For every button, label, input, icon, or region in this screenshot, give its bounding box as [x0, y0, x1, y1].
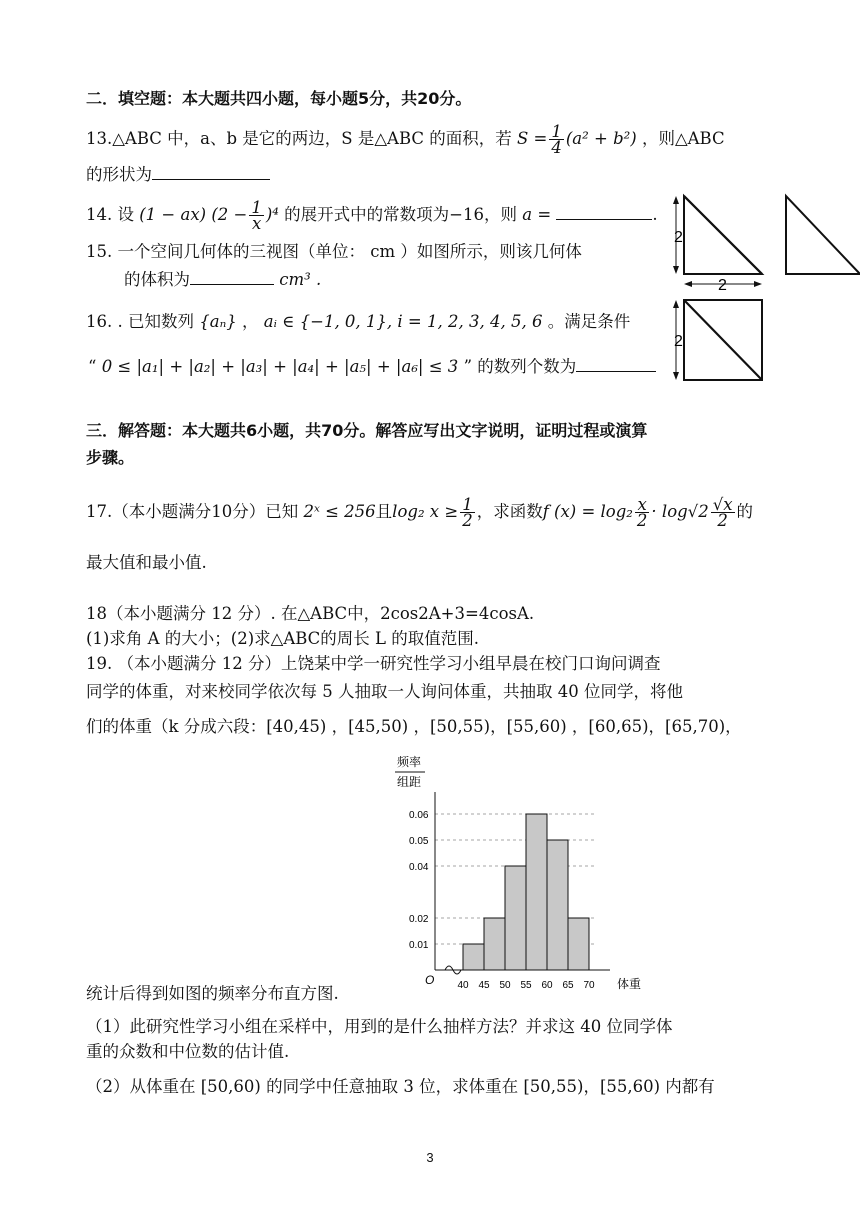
- hist-x-tick-label: 50: [499, 980, 511, 991]
- q14-text-a: 14. 设: [86, 205, 134, 224]
- top-view-depth-label: 2: [674, 333, 683, 350]
- three-view-diagram: [672, 190, 860, 382]
- q14-frac-num: 1: [251, 198, 262, 217]
- q16-ineq: 0 ≤ |a₁| + |a₂| + |a₃| + |a₄| + |a₅| + |a₆| ≤ 3: [101, 357, 459, 376]
- hist-y-tick-label: 0.05: [409, 836, 429, 847]
- hist-y-tick-label: 0.01: [409, 940, 429, 951]
- q15-line1: 15. 一个空间几何体的三视图（单位： cm ）如图所示，则该几何体: [86, 242, 582, 261]
- q14-expr-b-post: )⁴: [265, 205, 279, 224]
- q13-line1: [86, 124, 725, 155]
- q13-text-b: ，则△ABC: [641, 129, 725, 148]
- q17-text-c: 的: [736, 502, 754, 521]
- q19-line3: 们的体重（k 分成六段：[40,45) ，[45,50) ，[50,55)，[55,60) ，[60,65)，[65,70)，: [86, 717, 742, 736]
- q13-line2-text: 的形状为: [86, 165, 152, 184]
- q14-frac-den: x: [251, 214, 262, 233]
- hist-x-tick-label: 55: [520, 980, 532, 991]
- q16-line1: [86, 311, 630, 333]
- q15-line2-a: 的体积为: [124, 270, 190, 289]
- hist-bar: [484, 918, 505, 970]
- hist-x-ticks: [457, 980, 595, 991]
- q14-end: .: [652, 205, 658, 224]
- q17-f1-den: 2: [636, 511, 648, 530]
- q16-line2-a: “: [88, 357, 97, 376]
- hist-y-tick-label: 0.04: [409, 862, 429, 873]
- section-3-heading-line1: 三．解答题：本大题共6小题，共70分。解答应写出文字说明，证明过程或演算: [86, 421, 648, 440]
- hist-bar: [547, 840, 568, 970]
- q19-part1-a: （1）此研究性学习小组在采样中，用到的是什么抽样方法？并求这 40 位同学体: [86, 1017, 673, 1036]
- hist-bar: [568, 918, 589, 970]
- q13-answer-blank[interactable]: [152, 163, 270, 180]
- top-view: [673, 300, 762, 380]
- q16-answer-blank[interactable]: [576, 355, 656, 372]
- hist-x-tick-label: 60: [541, 980, 553, 991]
- hist-y-ticks: [409, 810, 429, 951]
- q15-answer-blank[interactable]: [190, 268, 274, 285]
- section-3-heading-line2: 步骤。: [86, 448, 135, 467]
- hist-origin: O: [425, 973, 435, 987]
- q17-line2: 最大值和最小值.: [86, 553, 207, 572]
- q14-var: a =: [522, 205, 552, 224]
- q19-line4: 统计后得到如图的频率分布直方图.: [86, 984, 339, 1003]
- q17-text-a: 17.（本小题满分10分）已知: [86, 502, 299, 521]
- hist-x-tick-label: 40: [457, 980, 469, 991]
- q16-line2-b: ” 的数列个数为: [463, 357, 577, 376]
- q16-text-b: 。满足条件: [547, 312, 631, 331]
- q17-line1: [86, 497, 753, 528]
- q17-and: 且: [375, 502, 393, 521]
- q17-cond2: log₂ x ≥: [392, 502, 459, 521]
- q14-expr-b-pre: (2 −: [211, 205, 248, 224]
- q17-f2-den: 2: [717, 511, 728, 530]
- hist-bar: [505, 866, 526, 970]
- q19-part2: （2）从体重在 [50,60) 的同学中任意抽取 3 位，求体重在 [50,55)，[55,60) 内都有: [86, 1077, 715, 1096]
- q14-text-b: 的展开式中的常数项为−16，则: [284, 205, 517, 224]
- q13-text-a: 13.△ABC 中，a、b 是它的两边，S 是△ABC 的面积，若: [86, 129, 512, 148]
- q13-formula-rhs: (a² + b²): [565, 129, 637, 148]
- front-view: [673, 196, 762, 274]
- frequency-histogram: [395, 752, 665, 1002]
- q14-answer-blank[interactable]: [556, 203, 652, 220]
- q16-seq: {aₙ}: [199, 312, 237, 331]
- q19-line2: 同学的体重，对来校同学依次每 5 人抽取一人询问体重，共抽取 40 位同学，将他: [86, 682, 683, 701]
- q17-cond1: 2ˣ ≤ 256: [303, 502, 376, 521]
- q14-line: [86, 200, 658, 231]
- q19-line1: 19. （本小题满分 12 分）上饶某中学一研究性学习小组早晨在校门口询问调查: [86, 654, 661, 673]
- q17-func-pre: f (x) = log₂: [542, 502, 633, 521]
- hist-y-tick-label: 0.02: [409, 914, 429, 925]
- q17-f2-num: √x: [712, 495, 733, 514]
- q18-line1: 18（本小题满分 12 分）. 在△ABC中，2cos2A+3=4cosA.: [86, 604, 535, 623]
- hist-x-tick-label: 45: [478, 980, 490, 991]
- section-2-heading: 二．填空题：本大题共四小题，每小题5分，共20分。: [86, 89, 472, 108]
- q17-half-den: 2: [462, 511, 473, 530]
- q16-line2: [88, 355, 656, 378]
- q16-cond: aᵢ ∈ {−1, 0, 1}, i = 1, 2, 3, 4, 5, 6: [263, 312, 543, 331]
- hist-bar: [463, 944, 484, 970]
- hist-y-tick-label: 0.06: [409, 810, 429, 821]
- q17-half-num: 1: [462, 495, 473, 514]
- bottom-dimension: [684, 277, 762, 294]
- q16-comma: ，: [242, 312, 259, 331]
- q13-formula-lhs: S =: [517, 129, 548, 148]
- hist-bars: [463, 814, 589, 970]
- hist-ylabel-top: 频率: [397, 755, 422, 769]
- q15-line2: [124, 268, 321, 291]
- q16-text-a: 16. . 已知数列: [86, 312, 194, 331]
- q17-text-b: ，求函数: [476, 502, 543, 521]
- q13-line2: [86, 163, 270, 186]
- q13-frac-num: 1: [551, 122, 562, 141]
- side-view: [786, 196, 860, 274]
- bottom-width-label: 2: [718, 277, 727, 294]
- q15-unit: cm³ .: [279, 270, 322, 289]
- hist-bar: [526, 814, 547, 970]
- q17-func-mid: · log√2: [651, 502, 709, 521]
- q14-expr-a: (1 − ax): [139, 205, 207, 224]
- q14-fraction: [249, 200, 264, 231]
- q17-f2-frac: [711, 497, 735, 528]
- q17-f1-frac: [635, 497, 650, 528]
- q17-f1-num: x: [635, 497, 650, 513]
- hist-x-tick-label: 65: [562, 980, 574, 991]
- hist-xlabel: 体重: [617, 977, 642, 991]
- page-number: 3: [426, 1150, 434, 1165]
- q17-half-frac: [460, 497, 475, 528]
- q13-fraction: [549, 124, 564, 155]
- hist-ylabel-bottom: 组距: [397, 775, 422, 789]
- q19-part1-b: 重的众数和中位数的估计值.: [86, 1042, 290, 1061]
- q18-line2: (1)求角 A 的大小；(2)求△ABC的周长 L 的取值范围.: [86, 629, 480, 648]
- front-view-height-label: 2: [674, 229, 683, 246]
- hist-x-tick-label: 70: [583, 980, 595, 991]
- q13-frac-den: 4: [551, 138, 562, 157]
